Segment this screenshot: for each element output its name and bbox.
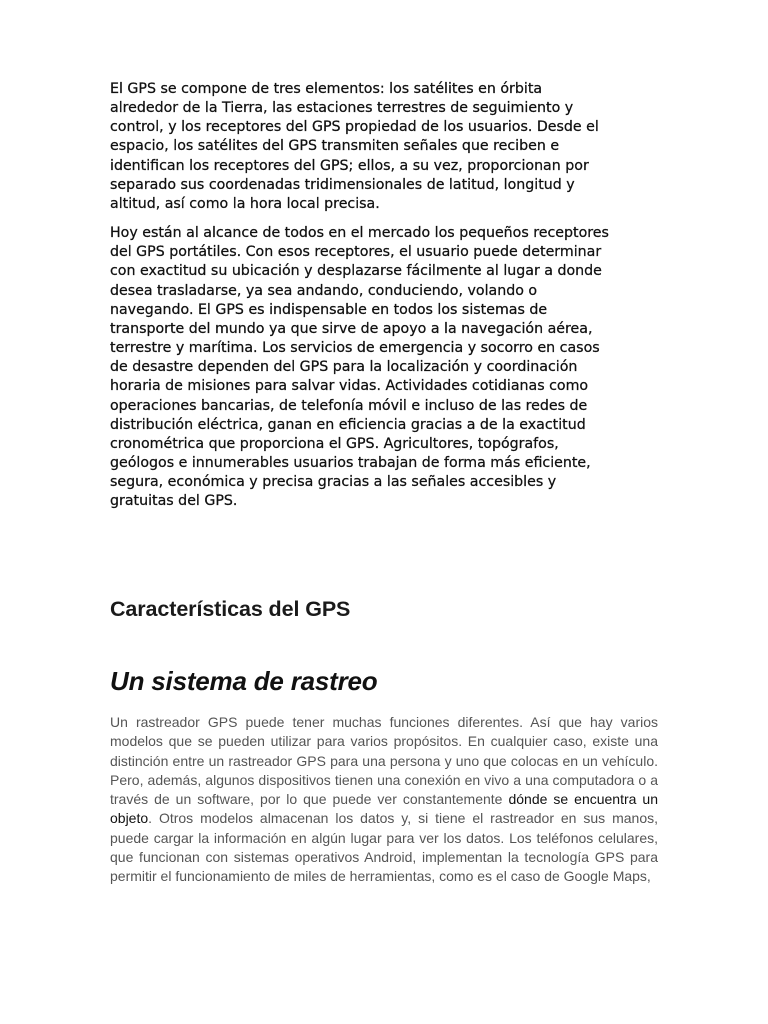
- text-line: Hoy están al alcance de todos en el mercado los pequeños receptores: [110, 225, 609, 242]
- text-line: cronométrica que proporciona el GPS. Agricultores, topógrafos,: [110, 435, 559, 452]
- text-line: del GPS portátiles. Con esos receptores, el usuario puede determinar: [110, 244, 602, 261]
- emphasized-text: dónde se encuentra un objeto: [110, 791, 658, 827]
- text-line: geólogos e innumerables usuarios trabajan de forma más eficiente,: [110, 454, 591, 471]
- text-line: desea trasladarse, ya sea andando, conduciendo, volando o: [110, 282, 538, 299]
- text-line: terrestre y marítima. Los servicios de emergencia y socorro en casos: [110, 340, 600, 357]
- section-heading-features: Características del GPS: [110, 597, 351, 621]
- paragraph-tracker: [110, 713, 658, 887]
- text-line: altitud, así como la hora local precisa.: [110, 195, 380, 212]
- text-line: de desastre dependen del GPS para la localización y coordinación: [110, 359, 578, 376]
- text-line: distribución eléctrica, ganan en eficiencia gracias a de la exactitud: [110, 416, 586, 433]
- paragraph-gps-elements: [110, 80, 658, 214]
- text-line: con exactitud su ubicación y desplazarse fácilmente al lugar a donde: [110, 263, 602, 280]
- text-line: alrededor de la Tierra, las estaciones terrestres de seguimiento y: [110, 100, 574, 117]
- text-line: separado sus coordenadas tridimensionales de latitud, longitud y: [110, 176, 575, 193]
- paragraph-text: . Otros modelos almacenan los datos y, si tiene el rastreador en sus manos, puede cargar la información en algún lugar para ver los datos. Los teléfonos celulares, que funcionan con sistemas operativos Android, implementan la tecnología GPS para permitir el funcionamiento de miles de herramientas, como es el caso de Google Maps,: [110, 810, 658, 885]
- section-heading-tracking: Un sistema de rastreo: [110, 666, 378, 696]
- text-line: control, y los receptores del GPS propiedad de los usuarios. Desde el: [110, 119, 599, 136]
- text-line: El GPS se compone de tres elementos: los satélites en órbita: [110, 81, 543, 97]
- text-line: gratuitas del GPS.: [110, 493, 238, 510]
- text-line: transporte del mundo ya que sirve de apoyo a la navegación aérea,: [110, 320, 593, 337]
- document-page: [110, 80, 658, 885]
- text-line: segura, económica y precisa gracias a las señales accesibles y: [110, 474, 557, 491]
- text-line: navegando. El GPS es indispensable en todos los sistemas de: [110, 301, 548, 318]
- text-line: operaciones bancarias, de telefonía móvil e incluso de las redes de: [110, 397, 588, 414]
- text-line: espacio, los satélites del GPS transmiten señales que reciben e: [110, 138, 560, 155]
- text-line: horaria de misiones para salvar vidas. Actividades cotidianas como: [110, 378, 589, 395]
- paragraph-gps-uses: [110, 224, 658, 511]
- text-line: identifican los receptores del GPS; ellos, a su vez, proporcionan por: [110, 157, 589, 174]
- paragraph-text: Un rastreador GPS puede tener muchas funciones diferentes. Así que hay varios modelos que se pueden utilizar para varios propósitos. En cualquier caso, existe una distinción entre un rastreador GPS para una persona y uno que colocas en un vehículo. Pero, además, algunos dispositivos tienen una conexión en vivo a una computadora o a través de un software, por lo que puede ver constantemente: [110, 714, 658, 808]
